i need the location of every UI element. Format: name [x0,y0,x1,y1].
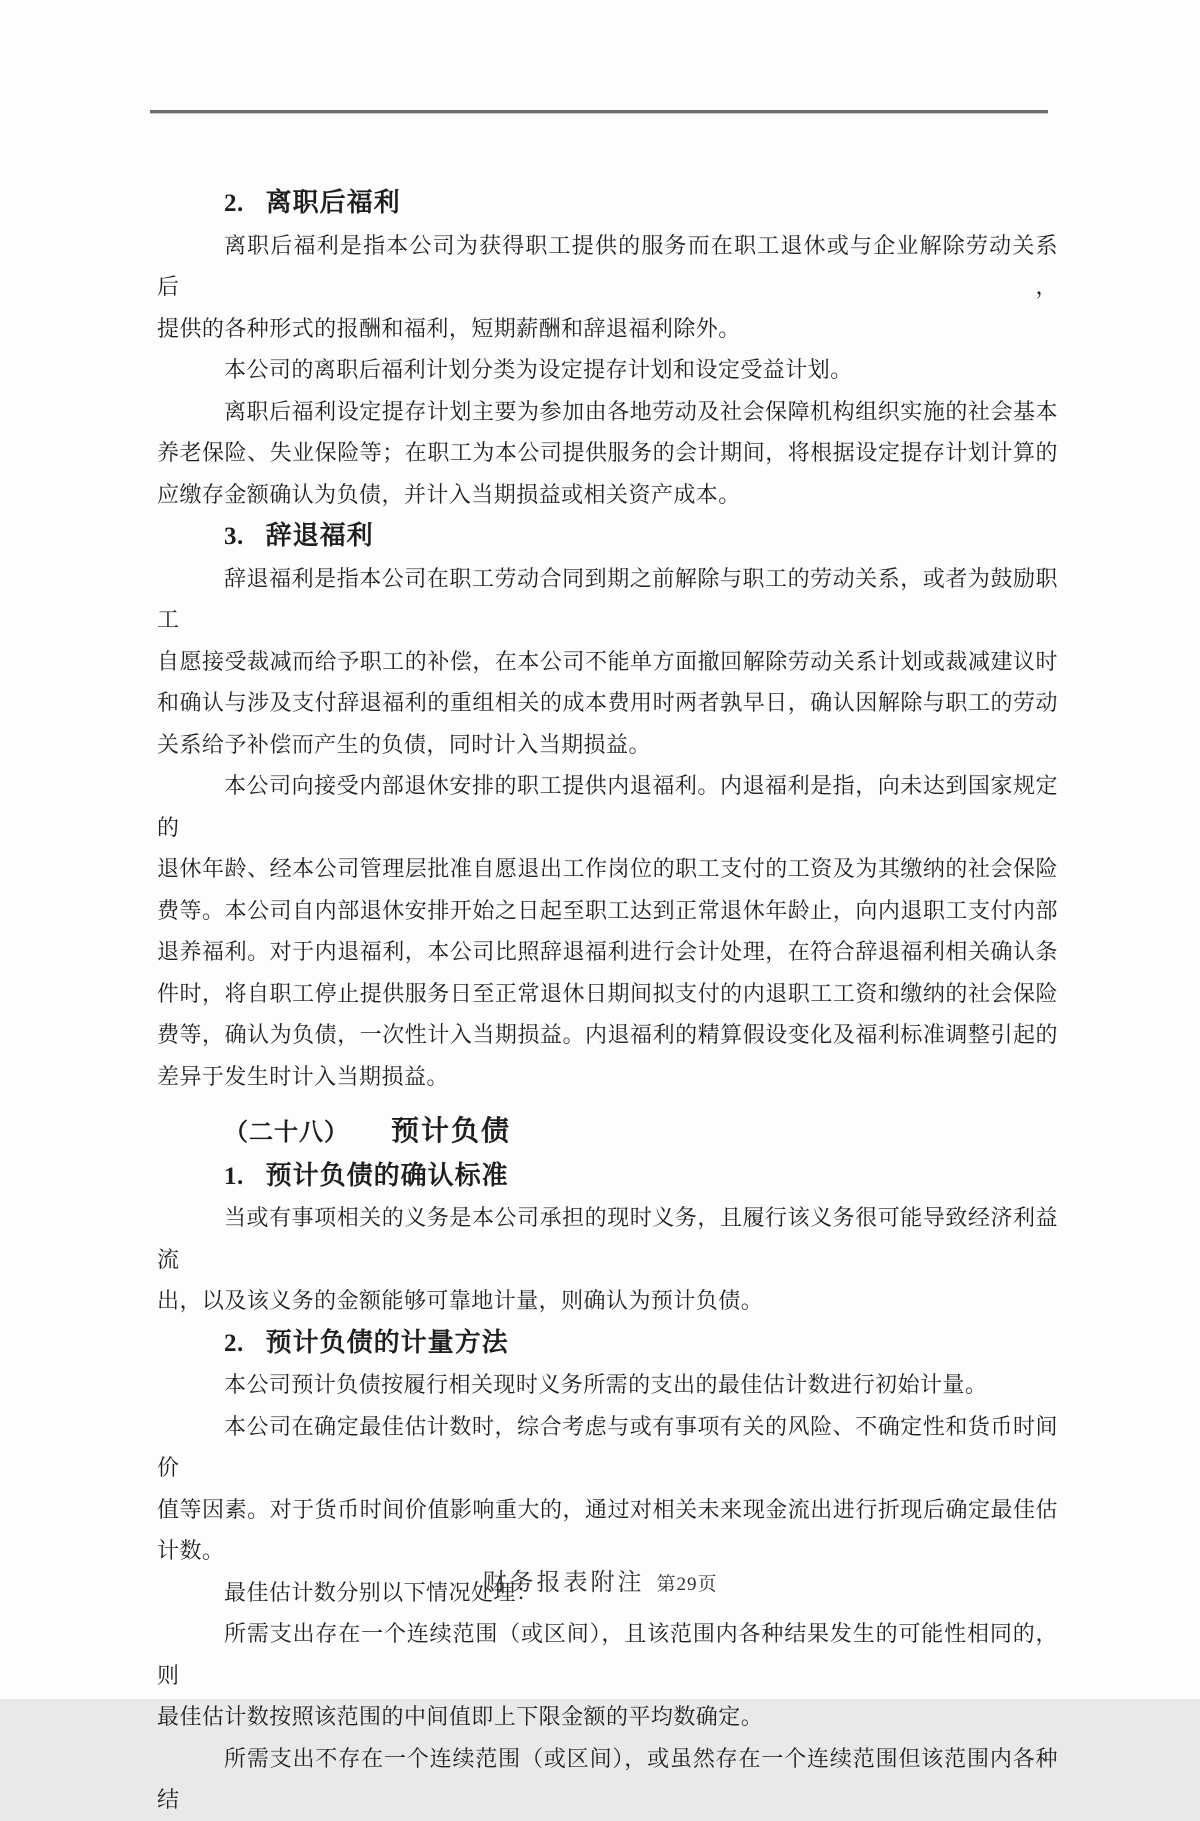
text-line: 本公司预计负债按履行相关现时义务所需的支出的最佳估计数进行初始计量。 [224,1372,988,1397]
heading-number: 1. [224,1162,244,1190]
text-line: 自愿接受裁减而给予职工的补偿，在本公司不能单方面撤回解除劳动关系计划或裁减建议时 [157,648,1058,674]
heading-title: 离职后福利 [265,188,401,217]
text-line: 本公司在确定最佳估计数时，综合考虑与或有事项有关的风险、不确定性和货币时间价 [157,1413,1058,1480]
footer-title: 财务报表附注 [482,1570,645,1596]
heading-number: 2. [224,1329,244,1357]
text-line: 当或有事项相关的义务是本公司承担的现时义务，且履行该义务很可能导致经济利益流 [157,1205,1058,1272]
page-footer [0,1562,1200,1597]
text-line: 费等。本公司自内部退休安排开始之日起至职工达到正常退休年龄止，向内退职工支付内部 [157,897,1058,923]
section-heading [157,1322,1058,1365]
paragraph [157,349,1058,391]
paragraph [157,225,1058,350]
text-line: 退休年龄、经本公司管理层批准自愿退出工作岗位的职工支付的工资及为其缴纳的社会保险 [157,856,1058,881]
section-heading [157,1155,1058,1198]
section-heading [157,1111,1058,1155]
text-line: 提供的各种形式的报酬和福利，短期薪酬和辞退福利除外。 [157,315,741,341]
text-line: 件时，将自职工停止提供服务日至正常退休日期间拟支付的内退职工工资和缴纳的社会保险 [157,980,1058,1006]
paragraph [157,558,1058,766]
heading-number: （二十八） [224,1120,349,1146]
paragraph [157,765,1058,1097]
paragraph [157,1613,1058,1738]
heading-title: 预计负债的计量方法 [265,1327,509,1357]
heading-title: 预计负债 [391,1116,512,1147]
text-line: 最佳估计数按照该范围的中间值即上下限金额的平均数确定。 [157,1704,764,1729]
text-line: 所需支出不存在一个连续范围（或区间），或虽然存在一个连续范围但该范围内各种结 [157,1745,1058,1812]
text-line: 离职后福利设定提存计划主要为参加由各地劳动及社会保障机构组织实施的社会基本 [224,398,1058,424]
text-line: 差异于发生时计入当期损益。 [157,1063,449,1089]
paragraph [157,1197,1058,1322]
text-line: 应缴存金额确认为负债，并计入当期损益或相关资产成本。 [157,481,741,507]
footer-page-number: 第29页 [656,1574,718,1595]
section-heading [157,515,1058,558]
paragraph [157,1406,1058,1572]
paragraph [157,391,1058,516]
text-line: 养老保险、失业保险等；在职工为本公司提供服务的会计期间，将根据设定提存计划计算的 [157,440,1058,465]
text-line: 最佳估计数分别以下情况处理： [224,1579,539,1605]
header-rule [150,110,1048,114]
text-line: 关系给予补偿而产生的负债，同时计入当期损益。 [157,731,651,757]
text-line: 离职后福利是指本公司为获得职工提供的服务而在职工退休或与企业解除劳动关系后， [157,232,1058,299]
text-line: 所需支出存在一个连续范围（或区间），且该范围内各种结果发生的可能性相同的，则 [157,1621,1058,1688]
text-line: 出，以及该义务的金额能够可靠地计量，则确认为预计负债。 [157,1288,764,1313]
text-line: 退养福利。对于内退福利，本公司比照辞退福利进行会计处理，在符合辞退福利相关确认条 [157,939,1058,964]
paragraph [157,1364,1058,1406]
section-heading [157,182,1058,225]
text-line: 本公司的离职后福利计划分类为设定提存计划和设定受益计划。 [224,357,853,382]
heading-number: 2. [224,190,244,217]
text-line: 值等因素。对于货币时间价值影响重大的，通过对相关未来现金流出进行折现后确定最佳估 [157,1496,1058,1522]
heading-number: 3. [224,523,244,550]
text-line: 本公司向接受内部退休安排的职工提供内退福利。内退福利是指，向未达到国家规定的 [157,773,1058,840]
text-line: 计数。 [157,1538,225,1563]
text-line: 和确认与涉及支付辞退福利的重组相关的成本费用时两者孰早日，确认因解除与职工的劳动 [157,690,1058,715]
heading-title: 辞退福利 [265,521,374,550]
paragraph [157,1738,1058,1821]
text-line: 辞退福利是指本公司在职工劳动合同到期之前解除与职工的劳动关系，或者为鼓励职工 [157,565,1058,632]
heading-title: 预计负债的确认标准 [265,1160,509,1190]
text-line: 费等，确认为负债，一次性计入当期损益。内退福利的精算假设变化及福利标准调整引起的 [157,1022,1058,1047]
